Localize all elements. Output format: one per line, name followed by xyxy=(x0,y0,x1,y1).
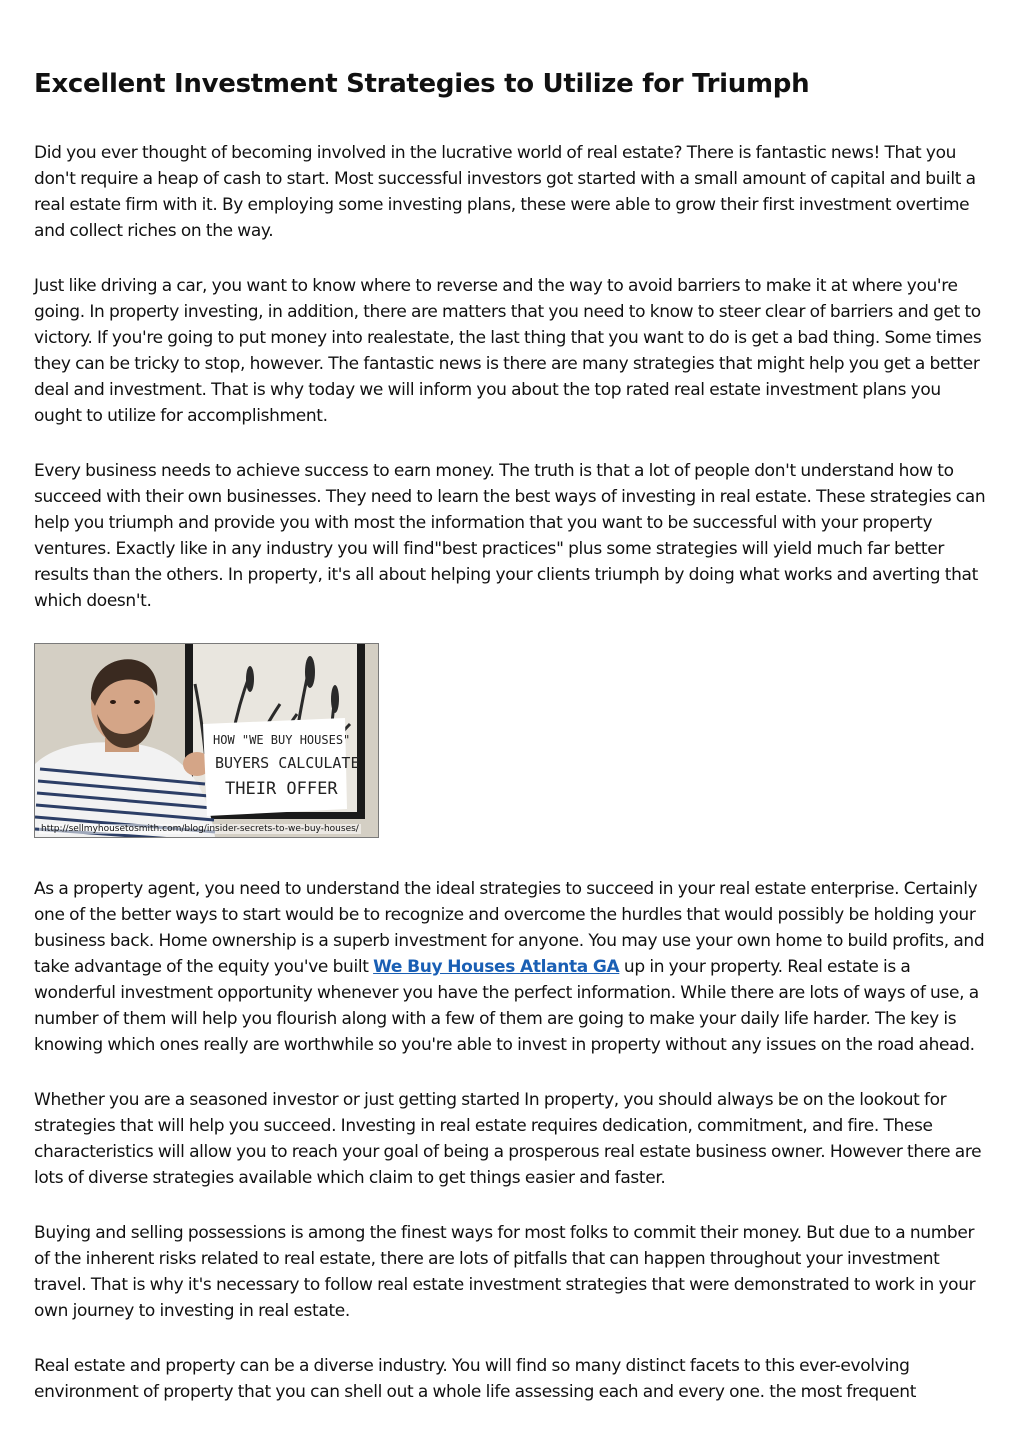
paragraph-5: Whether you are a seasoned investor or just getting started In property, you should always be on the lookout for strategies that will help you succeed. Investing in real estate requires dedication, commitment, and fire. These characteristics will allow you to reach your goal of being a prosperous real estate business owner. However there are lots of diverse strategies available which claim to get things easier and faster. xyxy=(34,1090,982,1188)
article-title: Excellent Investment Strategies to Utilize for Triumph xyxy=(34,69,810,99)
article-photo xyxy=(34,643,379,838)
we-buy-houses-link[interactable]: We Buy Houses Atlanta GA xyxy=(373,957,620,977)
paragraph-4 xyxy=(34,876,990,1058)
paragraph-6: Buying and selling possessions is among the finest ways for most folks to commit their money. But due to a number of the inherent risks related to real estate, there are lots of pitfalls that can happen throughout your investment travel. That is why it's necessary to follow real estate investment strategies that were demonstrated to work in your own journey to investing in real estate. xyxy=(34,1223,976,1321)
paragraph-4-before: As a property agent, you need to understand the ideal strategies to succeed in your real estate enterprise. Certainly one of the better ways to start would be to recognize and overcome the hurdles that would possibly be holding your business back. Home ownership is a superb investment for anyone. You may use your own home to build profits, and take advantage of the equity you've built xyxy=(34,879,985,977)
photo-illustration xyxy=(35,644,378,837)
paragraph-2: Just like driving a car, you want to know where to reverse and the way to avoid barriers to make it at where you're going. In property investing, in addition, there are matters that you need to know to steer clear of barriers and get to victory. If you're going to put money into realestate, the last thing that you want to do is get a bad thing. Some times they can be tricky to stop, however. The fantastic news is there are many strategies that might help you get a better deal and investment. That is why today we will inform you about the top rated real estate investment plans you ought to utilize for accomplishment. xyxy=(34,276,982,426)
paragraph-3: Every business needs to achieve success to earn money. The truth is that a lot of people don't understand how to succeed with their own businesses. They need to learn the best ways of investing in real estate. These strategies can help you triumph and provide you with most the information that you want to be successful with your property ventures. Exactly like in any industry you will find"best practices" plus some strategies will yield much far better results than the others. In property, it's all about helping your clients triumph by doing what works and averting that which doesn't. xyxy=(34,461,986,611)
paragraph-4-after: up in your property. Real estate is a wonderful investment opportunity whenever you have the perfect information. While there are lots of ways of use, a number of them will help you flourish along with a few of them are going to make your daily life harder. The key is knowing which ones really are worthwhile so you're able to invest in property without any issues on the road ahead. xyxy=(34,957,979,1055)
svg-text:HOW "WE BUY HOUSES": HOW "WE BUY HOUSES" xyxy=(213,733,351,747)
paragraph-7: Real estate and property can be a diverse industry. You will find so many distinct facets to this ever-evolving environment of property that you can shell out a whole life assessing each and every one. the most frequent xyxy=(34,1356,917,1402)
paragraph-1: Did you ever thought of becoming involved in the lucrative world of real estate? There is fantastic news! That you don't require a heap of cash to start. Most successful investors got started with a small amount of capital and built a real estate firm with it. By employing some investing plans, these were able to grow their first investment overtime and collect riches on the way. xyxy=(34,143,976,241)
svg-text:BUYERS CALCULATE: BUYERS CALCULATE xyxy=(215,754,360,772)
svg-text:THEIR OFFER: THEIR OFFER xyxy=(225,779,338,799)
photo-caption: http://sellmyhousetosmith.com/blog/insider-secrets-to-we-buy-houses/ xyxy=(41,824,359,834)
